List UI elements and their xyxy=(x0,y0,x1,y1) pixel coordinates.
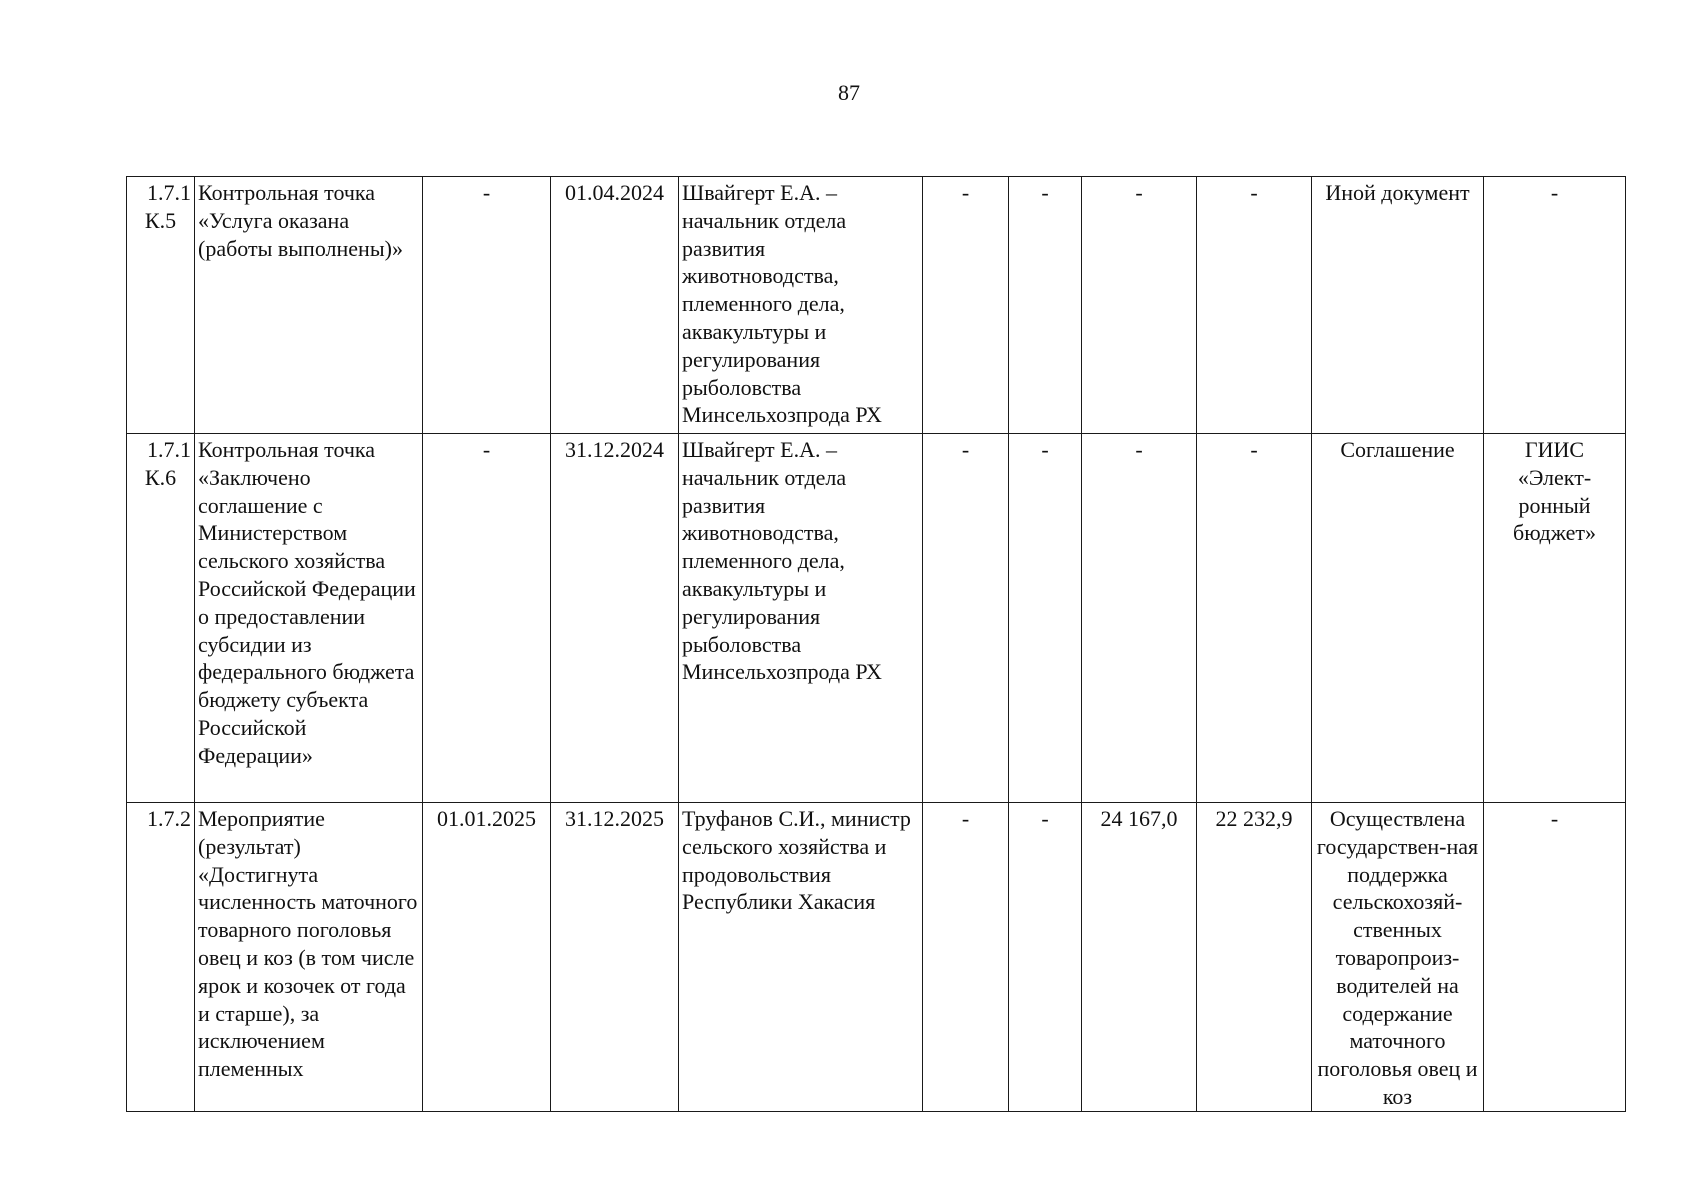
row-code-line: 1.7.2 xyxy=(147,806,191,831)
row-value-cell: - xyxy=(1009,177,1082,434)
row-value-cell: - xyxy=(1197,177,1312,434)
row-value-cell: 24 167,0 xyxy=(1082,803,1197,1112)
row-system-cell: ГИИС «Элект-ронный бюджет» xyxy=(1484,434,1626,803)
row-result-cell: Иной документ xyxy=(1312,177,1484,434)
row-value-cell: - xyxy=(1082,434,1197,803)
row-result-cell: Соглашение xyxy=(1312,434,1484,803)
row-value-cell: 22 232,9 xyxy=(1197,803,1312,1112)
row-start-date-cell: - xyxy=(423,177,551,434)
row-value-cell: - xyxy=(923,434,1009,803)
row-responsible-cell: Швайгерт Е.А. – начальник отдела развития животноводства, племенного дела, аквакультуры и регулирования рыболовства Минсельхозпрода РХ xyxy=(679,177,923,434)
row-code-line: 1.7.1 xyxy=(147,180,191,205)
row-end-date-cell: 01.04.2024 xyxy=(551,177,679,434)
page-number: 87 xyxy=(838,80,860,105)
row-code-cell xyxy=(127,803,195,1112)
row-end-date-cell: 31.12.2025 xyxy=(551,803,679,1112)
row-value-cell: - xyxy=(1009,434,1082,803)
row-code-line: 1.7.1 xyxy=(147,437,191,462)
row-name-cell: Контрольная точка «Услуга оказана (работы выполнены)» xyxy=(195,177,423,434)
row-code-cell xyxy=(127,177,195,434)
row-code-line: К.6 xyxy=(144,464,177,490)
row-name-cell: Мероприятие (результат) «Достигнута численность маточного товарного поголовья овец и коз (в том числе ярок и козочек от года и старше), за исключением племенных xyxy=(195,803,423,1112)
row-start-date-cell: - xyxy=(423,434,551,803)
row-value-cell: - xyxy=(923,803,1009,1112)
row-value-cell: - xyxy=(1009,803,1082,1112)
table-row xyxy=(127,434,1626,803)
row-end-date-cell: 31.12.2024 xyxy=(551,434,679,803)
table-row xyxy=(127,177,1626,434)
row-code-cell xyxy=(127,434,195,803)
row-value-cell: - xyxy=(1197,434,1312,803)
row-result-cell: Осуществлена государствен-ная поддержка сельскохозяй-ственных товаропроиз-водителей на содержание маточного поголовья овец и коз xyxy=(1312,803,1484,1112)
row-name-cell: Контрольная точка «Заключено соглашение с Министерством сельского хозяйства Российской Федерации о предоставлении субсидии из федерального бюджета бюджету субъекта Российской Федерации» xyxy=(195,434,423,803)
row-system-cell: - xyxy=(1484,803,1626,1112)
row-value-cell: - xyxy=(923,177,1009,434)
row-code-line: К.5 xyxy=(144,207,177,233)
row-responsible-cell: Труфанов С.И., министр сельского хозяйства и продовольствия Республики Хакасия xyxy=(679,803,923,1112)
row-value-cell: - xyxy=(1082,177,1197,434)
row-responsible-cell: Швайгерт Е.А. – начальник отдела развития животноводства, племенного дела, аквакультуры и регулирования рыболовства Минсельхозпрода РХ xyxy=(679,434,923,803)
table-row xyxy=(127,803,1626,1112)
row-system-cell: - xyxy=(1484,177,1626,434)
row-start-date-cell: 01.01.2025 xyxy=(423,803,551,1112)
activities-table xyxy=(126,176,1626,1112)
